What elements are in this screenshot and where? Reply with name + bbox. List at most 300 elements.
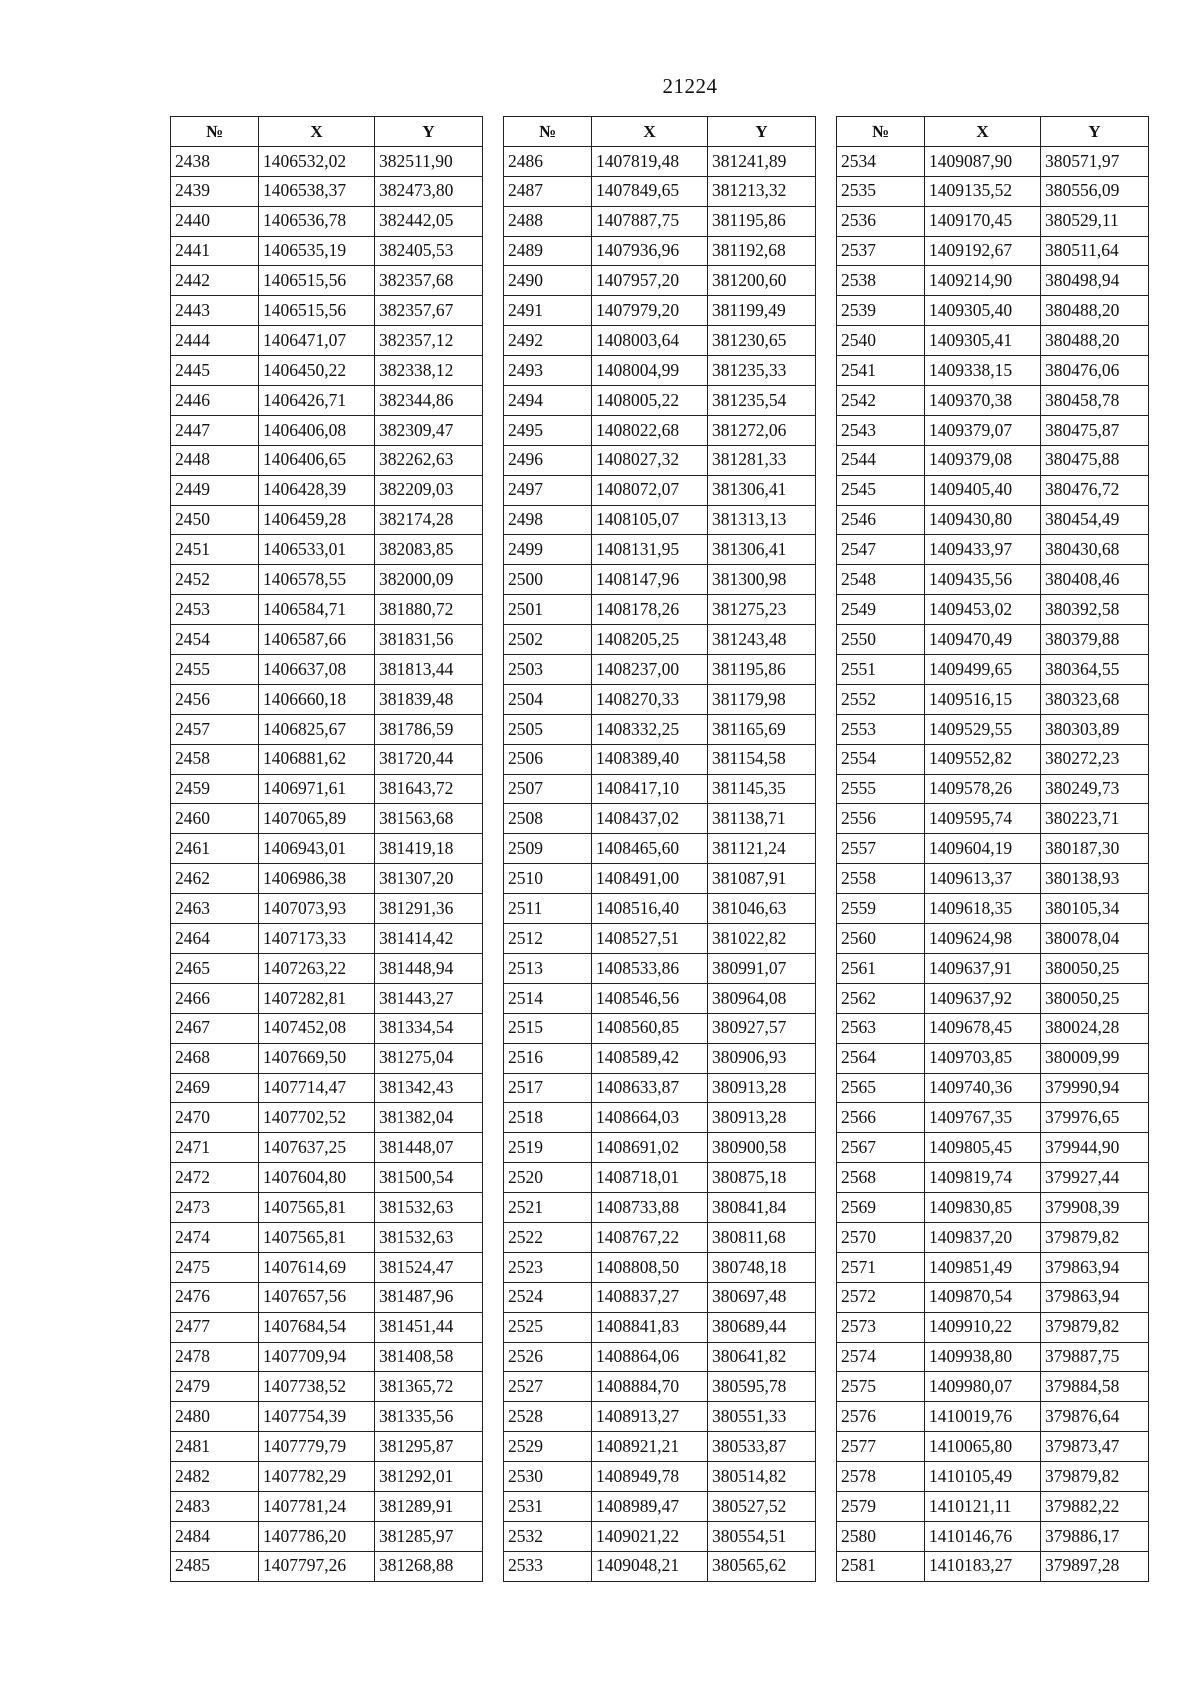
point-number-cell: 2452 <box>171 565 259 595</box>
x-coordinate-cell: 1406533,01 <box>259 535 375 565</box>
table-row <box>504 1163 816 1193</box>
table-row <box>504 1551 816 1581</box>
x-coordinate-cell: 1408465,60 <box>592 834 708 864</box>
point-number-cell: 2490 <box>504 266 592 296</box>
x-coordinate-cell: 1407714,47 <box>259 1073 375 1103</box>
y-coordinate-cell: 380906,93 <box>708 1043 816 1073</box>
y-coordinate-cell: 382344,86 <box>375 386 483 416</box>
point-number-cell: 2569 <box>837 1193 925 1223</box>
y-coordinate-cell: 380476,06 <box>1041 356 1149 386</box>
table-row <box>171 236 483 266</box>
y-coordinate-cell: 381813,44 <box>375 655 483 685</box>
point-number-cell: 2513 <box>504 953 592 983</box>
x-coordinate-cell: 1408808,50 <box>592 1252 708 1282</box>
header-y: Y <box>708 117 816 147</box>
x-coordinate-cell: 1407797,26 <box>259 1551 375 1581</box>
table-row <box>837 1282 1149 1312</box>
x-coordinate-cell: 1406578,55 <box>259 565 375 595</box>
x-coordinate-cell: 1407702,52 <box>259 1103 375 1133</box>
table-row <box>504 1312 816 1342</box>
header-number: № <box>837 117 925 147</box>
table-row <box>837 505 1149 535</box>
x-coordinate-cell: 1406986,38 <box>259 864 375 894</box>
y-coordinate-cell: 379908,39 <box>1041 1193 1149 1223</box>
y-coordinate-cell: 381295,87 <box>375 1432 483 1462</box>
y-coordinate-cell: 381230,65 <box>708 326 816 356</box>
y-coordinate-cell: 380323,68 <box>1041 684 1149 714</box>
table-row <box>504 236 816 266</box>
y-coordinate-cell: 380811,68 <box>708 1222 816 1252</box>
y-coordinate-cell: 381275,23 <box>708 595 816 625</box>
table-row <box>504 894 816 924</box>
y-coordinate-cell: 380050,25 <box>1041 953 1149 983</box>
point-number-cell: 2529 <box>504 1432 592 1462</box>
y-coordinate-cell: 380527,52 <box>708 1491 816 1521</box>
x-coordinate-cell: 1407073,93 <box>259 894 375 924</box>
x-coordinate-cell: 1409830,85 <box>925 1193 1041 1223</box>
point-number-cell: 2575 <box>837 1372 925 1402</box>
table-row <box>837 625 1149 655</box>
x-coordinate-cell: 1406471,07 <box>259 326 375 356</box>
y-coordinate-cell: 380138,93 <box>1041 864 1149 894</box>
y-coordinate-cell: 381839,48 <box>375 684 483 714</box>
y-coordinate-cell: 382262,63 <box>375 445 483 475</box>
y-coordinate-cell: 380689,44 <box>708 1312 816 1342</box>
point-number-cell: 2522 <box>504 1222 592 1252</box>
x-coordinate-cell: 1409048,21 <box>592 1551 708 1581</box>
table-row <box>171 535 483 565</box>
point-number-cell: 2506 <box>504 744 592 774</box>
table-row <box>504 1252 816 1282</box>
point-number-cell: 2566 <box>837 1103 925 1133</box>
y-coordinate-cell: 381154,58 <box>708 744 816 774</box>
x-coordinate-cell: 1406943,01 <box>259 834 375 864</box>
table-row <box>837 296 1149 326</box>
x-coordinate-cell: 1408841,83 <box>592 1312 708 1342</box>
x-coordinate-cell: 1409637,92 <box>925 983 1041 1013</box>
x-coordinate-cell: 1408767,22 <box>592 1222 708 1252</box>
table-row <box>837 535 1149 565</box>
x-coordinate-cell: 1407684,54 <box>259 1312 375 1342</box>
x-coordinate-cell: 1408003,64 <box>592 326 708 356</box>
point-number-cell: 2441 <box>171 236 259 266</box>
y-coordinate-cell: 380408,46 <box>1041 565 1149 595</box>
y-coordinate-cell: 381306,41 <box>708 535 816 565</box>
table-row <box>171 296 483 326</box>
y-coordinate-cell: 381195,86 <box>708 206 816 236</box>
table-row <box>171 1462 483 1492</box>
x-coordinate-cell: 1410121,11 <box>925 1491 1041 1521</box>
point-number-cell: 2467 <box>171 1013 259 1043</box>
x-coordinate-cell: 1409552,82 <box>925 744 1041 774</box>
table-row <box>837 1432 1149 1462</box>
table-row <box>171 206 483 236</box>
table-row <box>504 386 816 416</box>
y-coordinate-cell: 379927,44 <box>1041 1163 1149 1193</box>
y-coordinate-cell: 379873,47 <box>1041 1432 1149 1462</box>
x-coordinate-cell: 1406971,61 <box>259 774 375 804</box>
x-coordinate-cell: 1409170,45 <box>925 206 1041 236</box>
x-coordinate-cell: 1409305,40 <box>925 296 1041 326</box>
y-coordinate-cell: 382473,80 <box>375 176 483 206</box>
y-coordinate-cell: 380900,58 <box>708 1133 816 1163</box>
y-coordinate-cell: 380249,73 <box>1041 774 1149 804</box>
table-row <box>171 475 483 505</box>
y-coordinate-cell: 381786,59 <box>375 714 483 744</box>
point-number-cell: 2451 <box>171 535 259 565</box>
y-coordinate-cell: 380554,51 <box>708 1521 816 1551</box>
y-coordinate-cell: 379879,82 <box>1041 1312 1149 1342</box>
point-number-cell: 2533 <box>504 1551 592 1581</box>
table-row <box>171 445 483 475</box>
y-coordinate-cell: 381532,63 <box>375 1193 483 1223</box>
x-coordinate-cell: 1407565,81 <box>259 1193 375 1223</box>
y-coordinate-cell: 379990,94 <box>1041 1073 1149 1103</box>
x-coordinate-cell: 1408664,03 <box>592 1103 708 1133</box>
point-number-cell: 2517 <box>504 1073 592 1103</box>
table-row <box>837 655 1149 685</box>
table-row <box>837 356 1149 386</box>
y-coordinate-cell: 382174,28 <box>375 505 483 535</box>
y-coordinate-cell: 380841,84 <box>708 1193 816 1223</box>
y-coordinate-cell: 380565,62 <box>708 1551 816 1581</box>
x-coordinate-cell: 1409433,97 <box>925 535 1041 565</box>
x-coordinate-cell: 1407979,20 <box>592 296 708 326</box>
y-coordinate-cell: 381289,91 <box>375 1491 483 1521</box>
x-coordinate-cell: 1406637,08 <box>259 655 375 685</box>
x-coordinate-cell: 1407754,39 <box>259 1402 375 1432</box>
point-number-cell: 2469 <box>171 1073 259 1103</box>
x-coordinate-cell: 1408913,27 <box>592 1402 708 1432</box>
y-coordinate-cell: 381334,54 <box>375 1013 483 1043</box>
table-row <box>837 804 1149 834</box>
y-coordinate-cell: 381046,63 <box>708 894 816 924</box>
x-coordinate-cell: 1409453,02 <box>925 595 1041 625</box>
point-number-cell: 2521 <box>504 1193 592 1223</box>
y-coordinate-cell: 382405,53 <box>375 236 483 266</box>
x-coordinate-cell: 1409516,15 <box>925 684 1041 714</box>
y-coordinate-cell: 381243,48 <box>708 625 816 655</box>
y-coordinate-cell: 381720,44 <box>375 744 483 774</box>
table-row <box>504 1521 816 1551</box>
point-number-cell: 2468 <box>171 1043 259 1073</box>
x-coordinate-cell: 1408270,33 <box>592 684 708 714</box>
table-row <box>171 894 483 924</box>
y-coordinate-cell: 381563,68 <box>375 804 483 834</box>
table-row <box>504 1432 816 1462</box>
point-number-cell: 2481 <box>171 1432 259 1462</box>
table-row <box>837 445 1149 475</box>
point-number-cell: 2570 <box>837 1222 925 1252</box>
y-coordinate-cell: 381306,41 <box>708 475 816 505</box>
x-coordinate-cell: 1407819,48 <box>592 146 708 176</box>
x-coordinate-cell: 1409624,98 <box>925 924 1041 954</box>
y-coordinate-cell: 380454,49 <box>1041 505 1149 535</box>
x-coordinate-cell: 1406584,71 <box>259 595 375 625</box>
y-coordinate-cell: 380514,82 <box>708 1462 816 1492</box>
table-row <box>837 1073 1149 1103</box>
table-row <box>504 714 816 744</box>
y-coordinate-cell: 380364,55 <box>1041 655 1149 685</box>
y-coordinate-cell: 381235,54 <box>708 386 816 416</box>
y-coordinate-cell: 381487,96 <box>375 1282 483 1312</box>
point-number-cell: 2449 <box>171 475 259 505</box>
x-coordinate-cell: 1406587,66 <box>259 625 375 655</box>
table-row <box>837 983 1149 1013</box>
y-coordinate-cell: 381087,91 <box>708 864 816 894</box>
header-x: X <box>592 117 708 147</box>
y-coordinate-cell: 380078,04 <box>1041 924 1149 954</box>
table-row <box>171 1432 483 1462</box>
y-coordinate-cell: 380392,58 <box>1041 595 1149 625</box>
point-number-cell: 2498 <box>504 505 592 535</box>
point-number-cell: 2503 <box>504 655 592 685</box>
point-number-cell: 2543 <box>837 415 925 445</box>
point-number-cell: 2512 <box>504 924 592 954</box>
y-coordinate-cell: 379897,28 <box>1041 1551 1149 1581</box>
point-number-cell: 2562 <box>837 983 925 1013</box>
y-coordinate-cell: 382000,09 <box>375 565 483 595</box>
point-number-cell: 2536 <box>837 206 925 236</box>
table-row <box>171 1342 483 1372</box>
table-row <box>837 326 1149 356</box>
y-coordinate-cell: 381448,07 <box>375 1133 483 1163</box>
x-coordinate-cell: 1407282,81 <box>259 983 375 1013</box>
point-number-cell: 2579 <box>837 1491 925 1521</box>
x-coordinate-cell: 1408949,78 <box>592 1462 708 1492</box>
table-row <box>171 505 483 535</box>
table-row <box>504 804 816 834</box>
y-coordinate-cell: 380551,33 <box>708 1402 816 1432</box>
header-x: X <box>925 117 1041 147</box>
header-number: № <box>171 117 259 147</box>
point-number-cell: 2573 <box>837 1312 925 1342</box>
x-coordinate-cell: 1410146,76 <box>925 1521 1041 1551</box>
point-number-cell: 2540 <box>837 326 925 356</box>
point-number-cell: 2554 <box>837 744 925 774</box>
x-coordinate-cell: 1409214,90 <box>925 266 1041 296</box>
y-coordinate-cell: 382357,67 <box>375 296 483 326</box>
point-number-cell: 2580 <box>837 1521 925 1551</box>
y-coordinate-cell: 381500,54 <box>375 1163 483 1193</box>
y-coordinate-cell: 382209,03 <box>375 475 483 505</box>
y-coordinate-cell: 379882,22 <box>1041 1491 1149 1521</box>
x-coordinate-cell: 1406459,28 <box>259 505 375 535</box>
x-coordinate-cell: 1406532,02 <box>259 146 375 176</box>
table-row <box>837 1342 1149 1372</box>
table-header-row <box>504 117 816 147</box>
x-coordinate-cell: 1407614,69 <box>259 1252 375 1282</box>
table-row <box>171 655 483 685</box>
y-coordinate-cell: 380476,72 <box>1041 475 1149 505</box>
table-row <box>837 236 1149 266</box>
x-coordinate-cell: 1408884,70 <box>592 1372 708 1402</box>
table-row <box>504 535 816 565</box>
table-row <box>837 864 1149 894</box>
table-row <box>837 1312 1149 1342</box>
y-coordinate-cell: 381532,63 <box>375 1222 483 1252</box>
x-coordinate-cell: 1407637,25 <box>259 1133 375 1163</box>
y-coordinate-cell: 381121,24 <box>708 834 816 864</box>
x-coordinate-cell: 1409851,49 <box>925 1252 1041 1282</box>
y-coordinate-cell: 380272,23 <box>1041 744 1149 774</box>
point-number-cell: 2561 <box>837 953 925 983</box>
table-row <box>504 1222 816 1252</box>
x-coordinate-cell: 1408105,07 <box>592 505 708 535</box>
x-coordinate-cell: 1409578,26 <box>925 774 1041 804</box>
point-number-cell: 2549 <box>837 595 925 625</box>
y-coordinate-cell: 379863,94 <box>1041 1252 1149 1282</box>
y-coordinate-cell: 380105,34 <box>1041 894 1149 924</box>
x-coordinate-cell: 1408389,40 <box>592 744 708 774</box>
table-row <box>504 356 816 386</box>
y-coordinate-cell: 381165,69 <box>708 714 816 744</box>
point-number-cell: 2541 <box>837 356 925 386</box>
y-coordinate-cell: 379884,58 <box>1041 1372 1149 1402</box>
table-row <box>837 1163 1149 1193</box>
x-coordinate-cell: 1406426,71 <box>259 386 375 416</box>
x-coordinate-cell: 1406536,78 <box>259 206 375 236</box>
table-row <box>171 1133 483 1163</box>
x-coordinate-cell: 1409370,38 <box>925 386 1041 416</box>
point-number-cell: 2525 <box>504 1312 592 1342</box>
point-number-cell: 2571 <box>837 1252 925 1282</box>
x-coordinate-cell: 1406406,65 <box>259 445 375 475</box>
x-coordinate-cell: 1407957,20 <box>592 266 708 296</box>
x-coordinate-cell: 1409405,40 <box>925 475 1041 505</box>
x-coordinate-cell: 1408237,00 <box>592 655 708 685</box>
y-coordinate-cell: 380875,18 <box>708 1163 816 1193</box>
table-row <box>171 1073 483 1103</box>
table-row <box>171 804 483 834</box>
y-coordinate-cell: 380991,07 <box>708 953 816 983</box>
point-number-cell: 2439 <box>171 176 259 206</box>
y-coordinate-cell: 381199,49 <box>708 296 816 326</box>
x-coordinate-cell: 1410105,49 <box>925 1462 1041 1492</box>
table-row <box>171 1163 483 1193</box>
x-coordinate-cell: 1409703,85 <box>925 1043 1041 1073</box>
point-number-cell: 2537 <box>837 236 925 266</box>
point-number-cell: 2500 <box>504 565 592 595</box>
x-coordinate-cell: 1408589,42 <box>592 1043 708 1073</box>
x-coordinate-cell: 1409435,56 <box>925 565 1041 595</box>
y-coordinate-cell: 381195,86 <box>708 655 816 685</box>
x-coordinate-cell: 1408527,51 <box>592 924 708 954</box>
x-coordinate-cell: 1408546,56 <box>592 983 708 1013</box>
x-coordinate-cell: 1409595,74 <box>925 804 1041 834</box>
point-number-cell: 2560 <box>837 924 925 954</box>
y-coordinate-cell: 379879,82 <box>1041 1462 1149 1492</box>
y-coordinate-cell: 381235,33 <box>708 356 816 386</box>
y-coordinate-cell: 381448,94 <box>375 953 483 983</box>
table-row <box>837 565 1149 595</box>
table-row <box>504 415 816 445</box>
table-row <box>504 1402 816 1432</box>
point-number-cell: 2448 <box>171 445 259 475</box>
table-row <box>504 565 816 595</box>
table-row <box>171 744 483 774</box>
point-number-cell: 2440 <box>171 206 259 236</box>
x-coordinate-cell: 1409305,41 <box>925 326 1041 356</box>
x-coordinate-cell: 1408027,32 <box>592 445 708 475</box>
table-row <box>837 1103 1149 1133</box>
table-row <box>837 1193 1149 1223</box>
table-row <box>171 1491 483 1521</box>
x-coordinate-cell: 1407779,79 <box>259 1432 375 1462</box>
y-coordinate-cell: 379879,82 <box>1041 1222 1149 1252</box>
point-number-cell: 2526 <box>504 1342 592 1372</box>
x-coordinate-cell: 1409529,55 <box>925 714 1041 744</box>
x-coordinate-cell: 1410019,76 <box>925 1402 1041 1432</box>
y-coordinate-cell: 381192,68 <box>708 236 816 266</box>
table-row <box>504 774 816 804</box>
point-number-cell: 2518 <box>504 1103 592 1133</box>
y-coordinate-cell: 381292,01 <box>375 1462 483 1492</box>
point-number-cell: 2514 <box>504 983 592 1013</box>
table-row <box>504 983 816 1013</box>
x-coordinate-cell: 1407782,29 <box>259 1462 375 1492</box>
point-number-cell: 2463 <box>171 894 259 924</box>
table-row <box>504 326 816 356</box>
x-coordinate-cell: 1409613,37 <box>925 864 1041 894</box>
x-coordinate-cell: 1409470,49 <box>925 625 1041 655</box>
table-row <box>171 1402 483 1432</box>
table-row <box>837 894 1149 924</box>
table-row <box>837 176 1149 206</box>
table-row <box>837 774 1149 804</box>
point-number-cell: 2494 <box>504 386 592 416</box>
y-coordinate-cell: 381643,72 <box>375 774 483 804</box>
coordinate-table-1 <box>170 116 483 1582</box>
x-coordinate-cell: 1407887,75 <box>592 206 708 236</box>
x-coordinate-cell: 1409740,36 <box>925 1073 1041 1103</box>
point-number-cell: 2564 <box>837 1043 925 1073</box>
point-number-cell: 2563 <box>837 1013 925 1043</box>
point-number-cell: 2520 <box>504 1163 592 1193</box>
table-row <box>171 1222 483 1252</box>
x-coordinate-cell: 1408560,85 <box>592 1013 708 1043</box>
table-row <box>504 684 816 714</box>
table-row <box>171 146 483 176</box>
point-number-cell: 2442 <box>171 266 259 296</box>
point-number-cell: 2558 <box>837 864 925 894</box>
table-row <box>504 1491 816 1521</box>
y-coordinate-cell: 380430,68 <box>1041 535 1149 565</box>
table-row <box>837 1402 1149 1432</box>
y-coordinate-cell: 381272,06 <box>708 415 816 445</box>
point-number-cell: 2509 <box>504 834 592 864</box>
table-row <box>504 296 816 326</box>
table-row <box>171 1252 483 1282</box>
point-number-cell: 2443 <box>171 296 259 326</box>
point-number-cell: 2465 <box>171 953 259 983</box>
table-header-row <box>171 117 483 147</box>
y-coordinate-cell: 381335,56 <box>375 1402 483 1432</box>
table-row <box>171 1103 483 1133</box>
x-coordinate-cell: 1407604,80 <box>259 1163 375 1193</box>
x-coordinate-cell: 1408733,88 <box>592 1193 708 1223</box>
x-coordinate-cell: 1409192,67 <box>925 236 1041 266</box>
x-coordinate-cell: 1409379,08 <box>925 445 1041 475</box>
table-row <box>837 1521 1149 1551</box>
point-number-cell: 2542 <box>837 386 925 416</box>
point-number-cell: 2515 <box>504 1013 592 1043</box>
y-coordinate-cell: 381213,32 <box>708 176 816 206</box>
table-row <box>171 834 483 864</box>
page-number: 21224 <box>662 74 718 98</box>
x-coordinate-cell: 1408417,10 <box>592 774 708 804</box>
point-number-cell: 2505 <box>504 714 592 744</box>
